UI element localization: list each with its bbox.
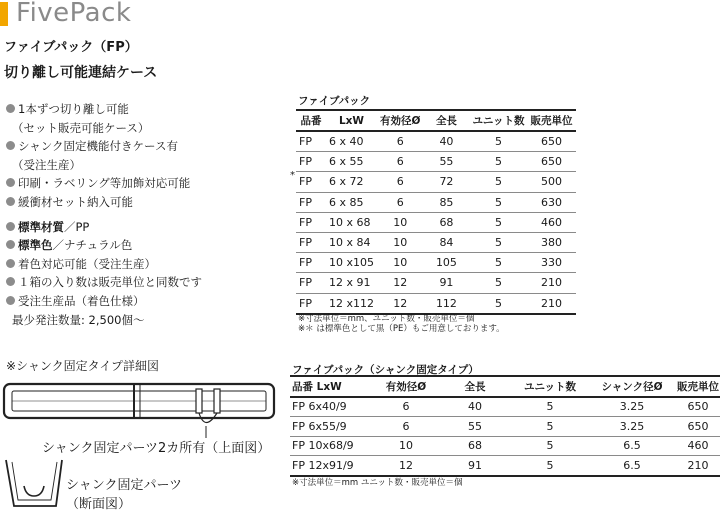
table-cell: 68 [423, 212, 469, 232]
table-cell: 12 [372, 456, 440, 476]
table-cell: 5 [469, 253, 527, 273]
table-cell: 5 [469, 172, 527, 192]
column-header: LxW [326, 110, 377, 131]
table-row [290, 397, 720, 417]
table-cell: 5 [469, 212, 527, 232]
column-header: シャンク径Ø [590, 376, 674, 397]
table-row [296, 172, 576, 192]
table-cell: 55 [440, 417, 510, 437]
bullet-icon [6, 178, 15, 187]
list-item: 着色対応可能（受注生産） [6, 255, 202, 274]
list-item-sub: （受注生産） [12, 157, 81, 172]
table-cell: 5 [469, 232, 527, 252]
brand-accent-bar [0, 2, 8, 26]
list-item: 1本ずつ切り離し可能 [6, 100, 202, 119]
section-view-caption-sub: （断面図） [66, 497, 132, 512]
list-item: 印刷・ラベリング等加飾対応可能 [6, 174, 202, 193]
table-cell: 10 [377, 212, 423, 232]
table-row [296, 131, 576, 152]
bullet-icon [6, 222, 15, 231]
table-cell: FP [296, 172, 326, 192]
table-cell: FP [296, 152, 326, 172]
table-cell: 40 [423, 131, 469, 152]
feature-list [6, 100, 202, 329]
table-cell: 460 [528, 212, 576, 232]
table2-unit-note: ※寸法単位＝mm ユニット数・販売単位＝個 [292, 478, 463, 488]
table1-title: ファイブパック [298, 95, 371, 107]
table-row [290, 456, 720, 476]
table-cell: 6 x 55 [326, 152, 377, 172]
table-cell: 112 [423, 293, 469, 314]
table-cell: 72 [423, 172, 469, 192]
table-cell: 68 [440, 436, 510, 456]
table-cell: 460 [674, 436, 720, 456]
list-item: 標準材質 ／PP [6, 218, 202, 237]
list-item-sub: 最少発注数量: 2,500個〜 [12, 312, 145, 327]
table-cell: 6 [377, 152, 423, 172]
table-cell: 84 [423, 232, 469, 252]
table-row [296, 232, 576, 252]
table-cell: 10 [377, 253, 423, 273]
table-cell: FP [296, 131, 326, 152]
bullet-icon [6, 104, 15, 113]
brand-title: FivePack [16, 0, 132, 28]
table-cell: 5 [469, 152, 527, 172]
table-cell: 6 [377, 172, 423, 192]
table-cell: 6 x 72 [326, 172, 377, 192]
top-view-caption: シャンク固定パーツ2カ所有（上面図） [42, 441, 271, 456]
table-cell: 210 [528, 293, 576, 314]
shank-fix-part [196, 389, 202, 413]
table-cell: 6 [372, 397, 440, 417]
table-cell: 10 x 84 [326, 232, 377, 252]
table-cell: 85 [423, 192, 469, 212]
detail-drawing-title: ※シャンク固定タイプ詳細図 [6, 359, 159, 373]
table-cell: FP 12x91/9 [290, 456, 372, 476]
table-cell: 650 [674, 397, 720, 417]
table-cell: 3.25 [590, 397, 674, 417]
bullet-icon [6, 197, 15, 206]
column-header: 販売単位 [674, 376, 720, 397]
table-cell: 12 x112 [326, 293, 377, 314]
shank-fix-part-section [24, 486, 44, 496]
table-row [296, 293, 576, 314]
table-cell: 210 [528, 273, 576, 293]
table-cell: 380 [528, 232, 576, 252]
table1-unit-note: ※寸法単位＝mm、ユニット数・販売単位＝個 [298, 314, 475, 324]
column-header: ユニット数 [510, 376, 590, 397]
table-cell: 630 [528, 192, 576, 212]
table1-color-note: ※＊ は標準色として黒（PE）もご用意しております。 [298, 324, 505, 334]
table-cell: 10 [372, 436, 440, 456]
section-inner-outline [12, 462, 57, 500]
table-row [296, 253, 576, 273]
table-cell: 5 [469, 293, 527, 314]
table-cell: 5 [469, 131, 527, 152]
list-item: １箱の入り数は販売単位と同数です [6, 273, 202, 292]
table-cell: 6 [377, 192, 423, 212]
table-cell: 10 x105 [326, 253, 377, 273]
table-cell: FP [296, 293, 326, 314]
column-header: 全長 [423, 110, 469, 131]
table-cell: 6 x 40 [326, 131, 377, 152]
shank-fix-part [214, 389, 220, 413]
table-row [290, 417, 720, 437]
list-item: 受注生産品（着色仕様） [6, 292, 202, 311]
column-header: 有効径Ø [372, 376, 440, 397]
black-option-mark: * [290, 170, 295, 181]
table-cell: 6 [372, 417, 440, 437]
table-cell: 105 [423, 253, 469, 273]
table-cell: 40 [440, 397, 510, 417]
table-cell: 12 x 91 [326, 273, 377, 293]
table-cell: 3.25 [590, 417, 674, 437]
table-header-row [290, 376, 720, 397]
list-item: 緩衝材セット納入可能 [6, 193, 202, 212]
table-cell: 91 [423, 273, 469, 293]
table-cell: 210 [674, 456, 720, 476]
column-header: 品番 [296, 110, 326, 131]
spec-table [296, 109, 576, 315]
table-cell: FP 6x40/9 [290, 397, 372, 417]
column-header: 販売単位 [528, 110, 576, 131]
table-row [296, 192, 576, 212]
column-header: 品番 LxW [290, 376, 372, 397]
table2-title: ファイブパック（シャンク固定タイプ） [292, 364, 479, 376]
table-cell: 12 [377, 293, 423, 314]
list-item: シャンク固定機能付きケース有 [6, 137, 202, 156]
table-cell: 500 [528, 172, 576, 192]
table-cell: FP [296, 232, 326, 252]
product-subtitle: ファイブパック（FP） [4, 40, 138, 55]
section-view-drawing [4, 458, 64, 510]
table-cell: 5 [510, 397, 590, 417]
table-cell: 5 [469, 273, 527, 293]
table-cell: 6 [377, 131, 423, 152]
table-cell: 6 x 85 [326, 192, 377, 212]
top-view-drawing [0, 376, 280, 446]
table-row [296, 152, 576, 172]
table-cell: 5 [469, 192, 527, 212]
table-row [296, 212, 576, 232]
table-cell: 650 [528, 152, 576, 172]
table-row [296, 273, 576, 293]
table-cell: 12 [377, 273, 423, 293]
column-header: ユニット数 [469, 110, 527, 131]
table-cell: 330 [528, 253, 576, 273]
table-cell: 5 [510, 456, 590, 476]
table-cell: 5 [510, 417, 590, 437]
list-item-sub: （セット販売可能ケース） [12, 120, 150, 135]
table-cell: 55 [423, 152, 469, 172]
bullet-icon [6, 277, 15, 286]
bullet-icon [6, 240, 15, 249]
bullet-icon [6, 141, 15, 150]
table-row [290, 436, 720, 456]
table-cell: FP 6x55/9 [290, 417, 372, 437]
bullet-icon [6, 259, 15, 268]
table-cell: 650 [528, 131, 576, 152]
table-cell: 5 [510, 436, 590, 456]
product-tagline: 切り離し可能連結ケース [4, 65, 158, 81]
list-item: 標準色 ／ナチュラル色 [6, 236, 202, 255]
table-cell: 10 x 68 [326, 212, 377, 232]
table-cell: FP [296, 273, 326, 293]
table-header-row [296, 110, 576, 131]
column-header: 全長 [440, 376, 510, 397]
table-cell: FP 10x68/9 [290, 436, 372, 456]
table-cell: 6.5 [590, 436, 674, 456]
bullet-icon [6, 296, 15, 305]
table-cell: 6.5 [590, 456, 674, 476]
section-view-caption: シャンク固定パーツ [66, 478, 182, 493]
table-cell: 650 [674, 417, 720, 437]
column-header: 有効径Ø [377, 110, 423, 131]
table-cell: FP [296, 253, 326, 273]
shank-spec-table [290, 375, 720, 477]
table-cell: FP [296, 212, 326, 232]
table-cell: 91 [440, 456, 510, 476]
table-cell: 10 [377, 232, 423, 252]
table-cell: FP [296, 192, 326, 212]
